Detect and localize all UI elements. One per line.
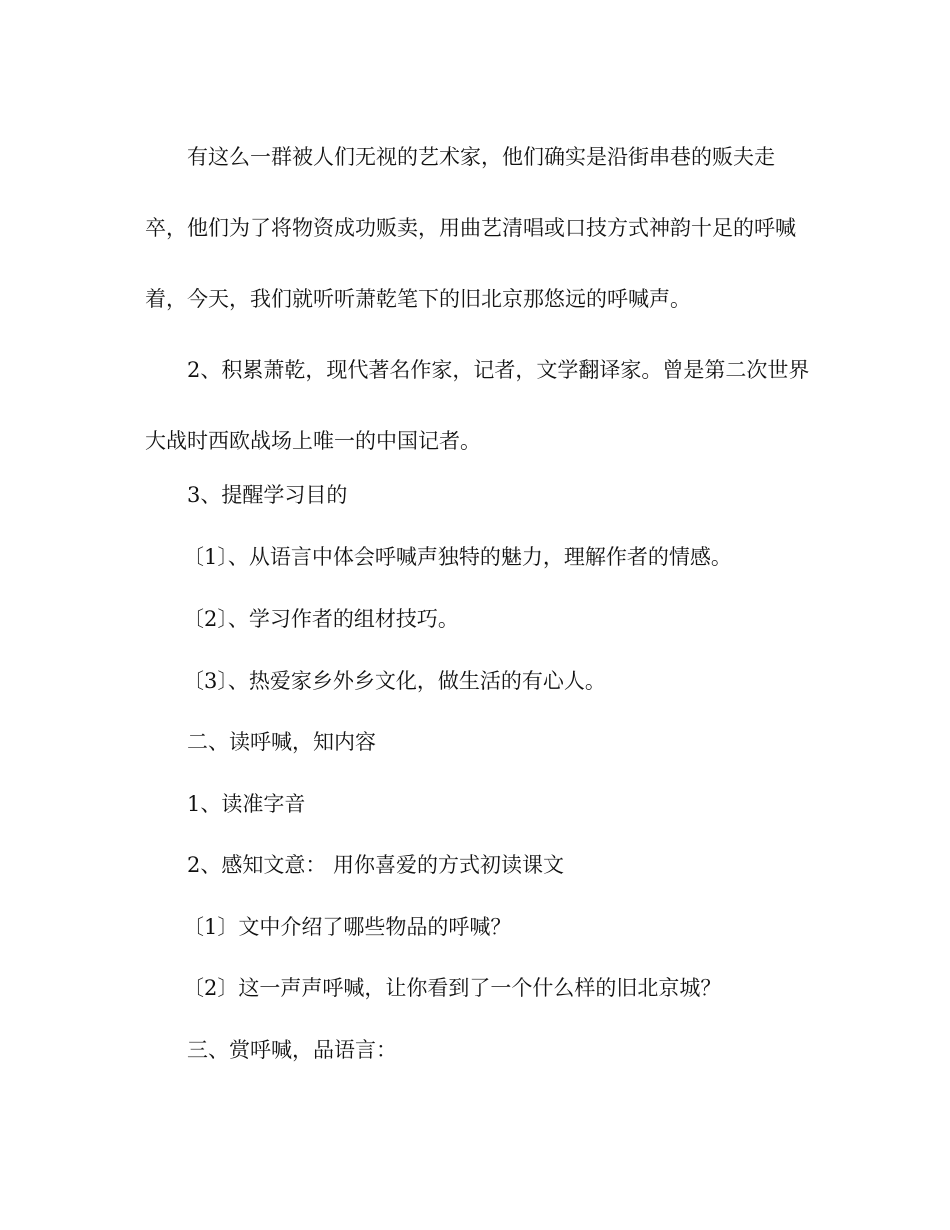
paragraph-intro: 有这么一群被人们无视的艺术家，他们确实是沿街串巷的贩夫走卒，他们为了将物资成功贩卖，用曲艺清唱或口技方式神韵十足的呼喊着，今天，我们就听听萧乾笔下的旧北京那悠远的呼喊声。	[145, 145, 796, 311]
step-read-pronunciation: 1、读准字音	[187, 792, 306, 816]
goal-item-1: 〔1〕、从语言中体会呼喊声独特的魅力，理解作者的情感。	[183, 545, 732, 569]
step-perceive-meaning: 2、感知文意： 用你喜爱的方式初读课文	[187, 853, 565, 877]
paragraph-author: 2、积累萧乾，现代著名作家，记者，文学翻译家。曾是第二次世界大战时西欧战场上唯一的中国记者。	[145, 358, 810, 453]
goal-item-3: 〔3〕、热爱家乡外乡文化，做生活的有心人。	[183, 669, 606, 693]
goal-item-2: 〔2〕、学习作者的组材技巧。	[183, 607, 459, 631]
section-heading-appreciate: 三、赏呼喊，品语言：	[187, 1038, 397, 1062]
question-2: 〔2〕这一声声呼喊，让你看到了一个什么样的旧北京城？	[183, 976, 722, 1000]
heading-learning-goals: 3、提醒学习目的	[187, 483, 348, 507]
section-heading-read: 二、读呼喊，知内容	[187, 730, 376, 754]
question-1: 〔1〕文中介绍了哪些物品的呼喊？	[183, 915, 512, 939]
